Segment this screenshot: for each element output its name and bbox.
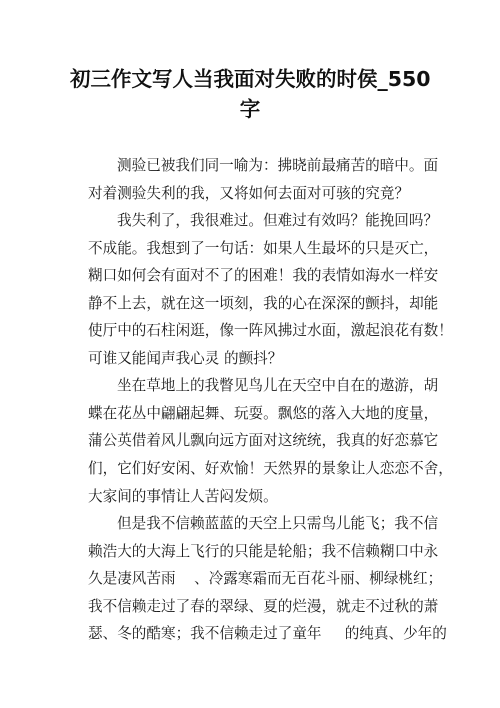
text-line: 久是凄风苦雨 、冷露寒霜而无百花斗丽、柳绿桃红；	[88, 570, 443, 588]
text-line: 大家间的事情让人苦闷发烦。	[88, 487, 278, 505]
text-line: 我不信赖走过了春的翠绿、夏的烂漫，就走不过秋的萧	[88, 597, 439, 615]
text-line: 赖浩大的大海上飞行的只能是轮船；我不信赖糊口中永	[88, 542, 439, 560]
text-line: 瑟、冬的酷寒；我不信赖走过了童年 的纯真、少年的	[88, 625, 447, 643]
text-line: 蝶在花丛中翩翩起舞、玩耍。飘悠的落入大地的度量，	[88, 404, 439, 422]
text-line: 对着测验失利的我，又将如何去面对可骇的究竟？	[88, 184, 410, 202]
document-title	[70, 64, 430, 124]
text-line: 测验已被我们同一喻为：拂晓前最痛苦的暗中。面	[117, 157, 439, 174]
text-line: 静不上去，就在这一顷刻，我的心在深深的颤抖，却能	[88, 294, 439, 312]
paragraph	[88, 152, 439, 207]
text-line: 糊口如何会有面对不了的困难！我的表情如海水一样安	[88, 267, 439, 285]
text-line: 坐在草地上的我瞥见鸟儿在天空中自在的遨游，胡	[117, 377, 439, 395]
title-line: 初三作文写人当我面对失败的时侯_550	[70, 67, 431, 91]
document-body	[88, 152, 453, 648]
text-line: 不成能。我想到了一句话：如果人生最坏的只是灭亡，	[88, 239, 439, 257]
text-line: 可谁又能闻声我心灵 的颤抖？	[88, 349, 283, 367]
title-line: 字	[239, 97, 261, 121]
text-line: 们，它们好安闲、好欢愉！天然界的景象让人恋恋不舍，	[88, 460, 453, 478]
text-line: 蒲公英借着风儿飘向远方面对这统统，我真的好恋慕它	[88, 432, 439, 450]
paragraph	[88, 207, 453, 372]
text-line: 但是我不信赖蓝蓝的天空上只需鸟儿能飞；我不信	[117, 515, 439, 533]
paragraph	[88, 372, 453, 510]
text-line: 使厅中的石柱闲逛，像一阵风拂过水面，激起浪花有数！	[88, 322, 453, 340]
text-line: 我失利了，我很难过。但难过有效吗？能挽回吗？	[117, 212, 439, 230]
paragraph	[88, 510, 447, 648]
